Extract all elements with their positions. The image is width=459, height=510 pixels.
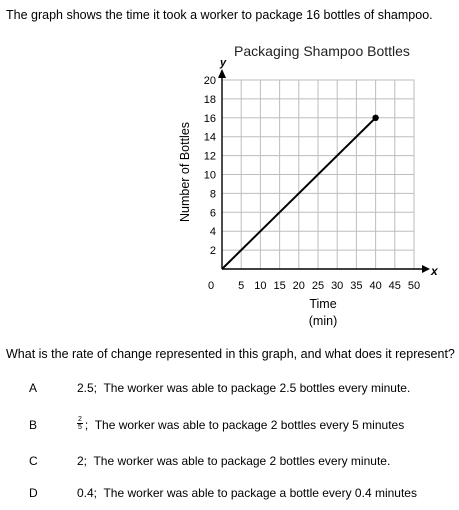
y-axis-letter: y	[219, 57, 227, 69]
y-tick-label: 8	[209, 188, 216, 201]
chart-series	[222, 115, 379, 269]
y-tick-label: 4	[209, 226, 216, 239]
x-tick-label: 25	[311, 280, 325, 292]
chart-tick-labels	[204, 75, 420, 292]
choice-a[interactable]	[0, 381, 459, 401]
x-axis-title: Time	[309, 297, 337, 311]
question-prompt: The graph shows the time it took a worker to package 16 bottles of shampoo.	[6, 8, 433, 22]
choice-text: The worker was able to package 2 bottles every minute.	[93, 454, 391, 468]
x-tick-label: 40	[369, 280, 382, 292]
choice-letter: C	[29, 454, 38, 468]
y-tick-label: 16	[203, 112, 216, 125]
choice-letter: D	[29, 486, 38, 500]
y-tick-label: 2	[209, 245, 216, 258]
y-axis-title: Number of Bottles	[178, 121, 192, 223]
choice-letter: B	[29, 418, 38, 432]
choice-b[interactable]	[0, 418, 459, 438]
choice-text: The worker was able to package 2 bottles every 5 minutes	[94, 418, 405, 432]
rate-question: What is the rate of change represented in this graph, and what does it represent?	[6, 347, 455, 361]
x-tick-label: 20	[292, 280, 305, 292]
choice-value: 2.5;	[77, 381, 98, 395]
choice-body	[77, 486, 417, 500]
x-axis-letter: x	[431, 264, 438, 278]
choice-body	[77, 454, 390, 468]
choice-value: 2;	[77, 454, 88, 468]
y-tick-label: 14	[203, 131, 216, 144]
choice-c[interactable]	[0, 454, 459, 474]
choice-value: 0.4;	[77, 486, 98, 500]
choice-body	[77, 418, 404, 433]
origin-label: 0	[207, 280, 215, 292]
y-tick-label: 6	[209, 207, 216, 220]
fraction-denominator: 5	[78, 424, 82, 432]
chart-title: Packaging Shampoo Bottles	[234, 43, 410, 59]
choice-text: The worker was able to package a bottle every 0.4 minutes	[103, 486, 417, 500]
endpoint-dot	[372, 115, 378, 121]
y-tick-label: 20	[203, 75, 216, 87]
choice-value-separator: ;	[84, 418, 89, 432]
x-tick-label: 30	[331, 280, 344, 292]
x-tick-label: 50	[407, 280, 421, 292]
choice-d[interactable]	[0, 486, 459, 506]
choice-letter: A	[29, 381, 38, 395]
y-tick-label: 12	[203, 150, 216, 163]
x-axis-arrow-icon	[422, 265, 430, 273]
y-axis-arrow-icon	[218, 69, 226, 78]
fraction-two-fifths	[77, 416, 83, 431]
y-tick-label: 18	[203, 93, 216, 106]
x-tick-label: 35	[350, 280, 363, 292]
x-tick-label: 10	[254, 280, 267, 292]
fraction-numerator: 2	[78, 416, 82, 424]
x-tick-label: 15	[273, 280, 286, 292]
choice-body	[77, 381, 410, 395]
y-tick-label: 10	[203, 169, 216, 182]
x-tick-label: 5	[238, 280, 245, 292]
x-axis-unit: (min)	[308, 314, 338, 328]
x-tick-label: 45	[388, 280, 401, 292]
choice-text: The worker was able to package 2.5 bottles every minute.	[103, 381, 411, 395]
